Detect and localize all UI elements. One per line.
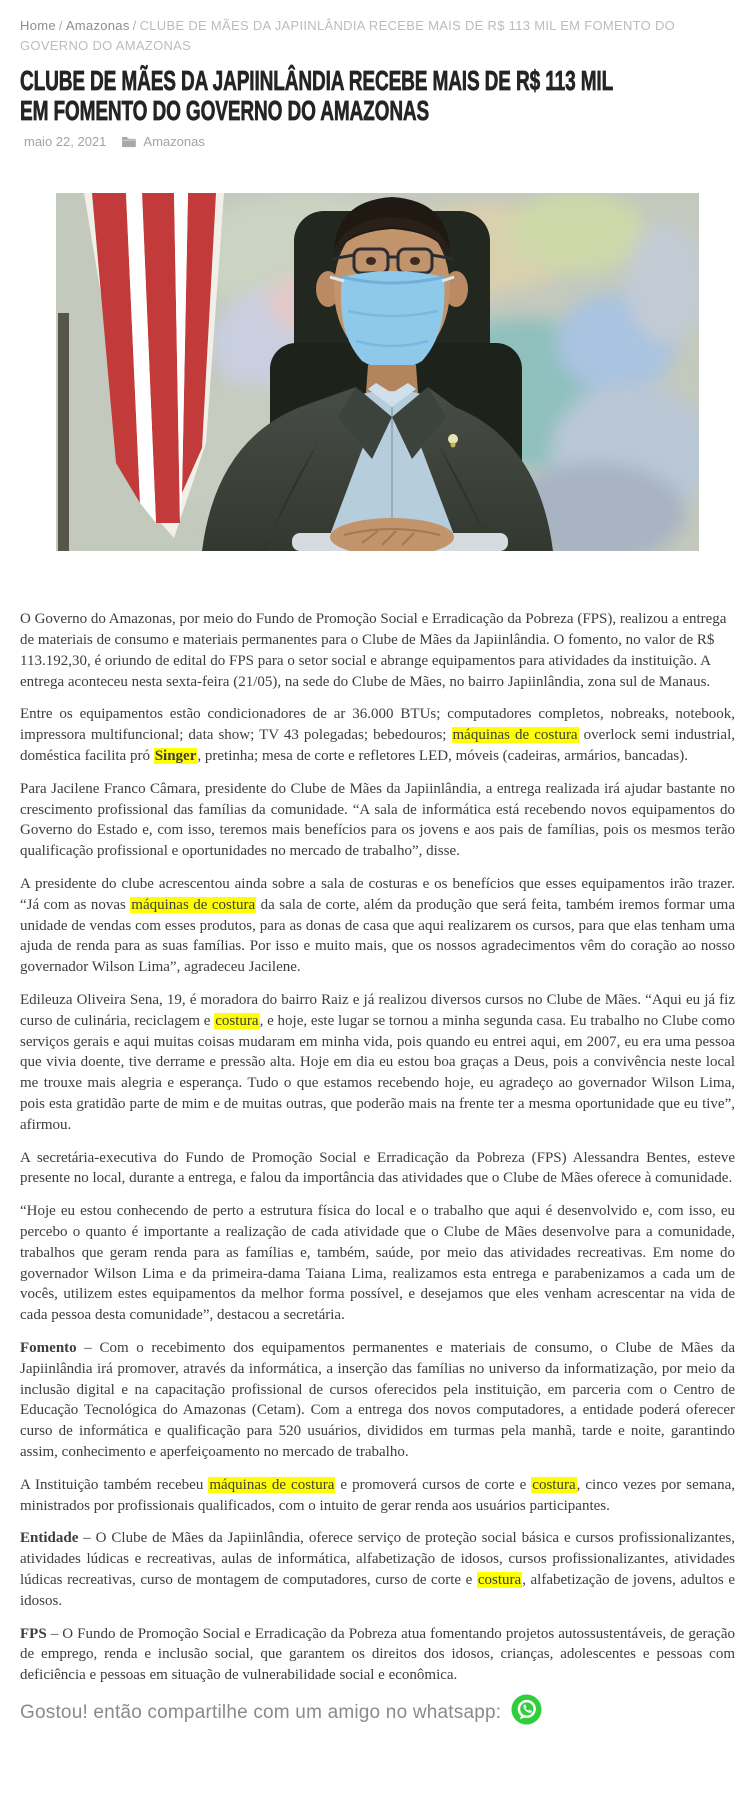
highlighted-text: máquinas de costura — [131, 896, 256, 913]
page-title-line-1: CLUBE DE MÃES DA JAPIINLÂNDIA RECEBE MAIS DE R$ 113 MIL — [20, 65, 614, 97]
bold-text: Entidade — [20, 1530, 79, 1547]
article-paragraph: O Governo do Amazonas, por meio do Fundo de Promoção Social e Erradicação da Pobreza (FPS), realizou a entrega de materiais de consumo e materiais permanentes para o Clube de Mães da Japiinlândia. O fomento, no valor de R$ 113.192,30, é oriundo de edital do FPS para o setor social e abrange equipamentos para atividades da instituição. A entrega aconteceu nesta sexta-feira (21/05), na sede do Clube de Mães, no bairro Japiinlândia, zona sul de Manaus. — [20, 611, 727, 690]
bold-text: FPS — [20, 1625, 47, 1642]
post-category-link[interactable]: Amazonas — [143, 134, 205, 150]
category-folder-icon — [121, 135, 136, 148]
article-body — [20, 609, 735, 1686]
highlighted-text: máquinas de costura — [452, 727, 578, 744]
highlighted-text: costura — [532, 1476, 576, 1493]
breadcrumb-link-home[interactable]: Home — [20, 18, 56, 33]
article-paragraph: A presidente do clube acrescentou ainda sobre a sala de costuras e os benefícios que esses equipamentos irão trazer. “Já com as novas máquinas de costura da sala de corte, além da produção que será feita, também iremos formar uma unidade de vendas com esses produtos, para as donas de casa que aqui realizarem os cursos, para que elas tenham uma ajuda de renda para as suas famílias. Por isso e muito mais, que os nossos agradecimentos vêm do coração ao nosso governador Wilson Lima”, agradeceu Jacilene. — [20, 876, 735, 976]
article-paragraph: Edileuza Oliveira Sena, 19, é moradora do bairro Raiz e já realizou diversos cursos no Clube de Mães. “Aqui eu já fiz curso de culinária, reciclagem e costura, e hoje, este lugar se tornou a minha segunda casa. Eu trabalho no Clube como serviços gerais e aqui muitas coisas mudaram em minha vida, pois quando eu entrei aqui, em 2007, eu era uma pessoa que vivia doente, tive derrame e pressão alta. Hoje em dia eu estou boa graças a Deus, pois a convivência neste local me trouxe mais alegria e esperança. Tudo o que estamos recebendo hoje, eu agradeço ao governador Wilson Lima, pois esta gratidão parte de mim e de muitas outras, que poderão mais na frente ter a mesma oportunidade que eu tive”, afirmou. — [20, 992, 735, 1133]
share-text: Gostou! então compartilhe com um amigo no whatsapp: — [20, 1702, 502, 1724]
flag-pole — [58, 313, 69, 551]
highlighted-text: costura — [215, 1012, 259, 1029]
featured-image — [56, 193, 699, 551]
share-row — [20, 1702, 735, 1725]
post-date: maio 22, 2021 — [24, 134, 107, 150]
breadcrumb-separator: / — [132, 18, 137, 33]
article-paragraph: Entre os equipamentos estão condicionadores de ar 36.000 BTUs; computadores completos, nobreaks, notebook, impressora multifuncional; data show; TV 43 polegadas; bebedouros; máquinas de costura overlock semi industrial, doméstica facilita pró Singer, pretinha; mesa de corte e refletores LED, móveis (cadeiras, armários, bancadas). — [20, 706, 736, 765]
breadcrumb-link-amazonas[interactable]: Amazonas — [65, 18, 130, 33]
article-paragraph: A Instituição também recebeu máquinas de costura e promoverá cursos de corte e costura, cinco vezes por semana, ministrados por profissionais qualificados, com o intuito de gerar renda aos usuários participantes. — [20, 1476, 735, 1514]
post-meta — [24, 134, 735, 149]
breadcrumb — [20, 16, 735, 56]
article-paragraph: A secretária-executiva do Fundo de Promoção Social e Erradicação da Pobreza (FPS) Alessandra Bentes, esteve presente no local, durante a entrega, e falou da importância das atividades que o Clube de Mães oferece à comunidade. — [20, 1149, 735, 1187]
page-title — [20, 66, 735, 126]
article-paragraph: Fomento – Com o recebimento dos equipamentos permanentes e materiais de consumo, o Clube de Mães da Japiinlândia irá promover, através da informática, a inserção das famílias no universo da informatização, por meio da inclusão digital e na capacitação profissional de cursos oferecidos pela instituição, em parceria com o Centro de Educação Tecnológica do Amazonas (Cetam). Com a entrega dos novos computadores, a entidade poderá oferecer curso de informática e qualificação para 520 usuários, divididos em turmas pela manhã, tarde e noite, garantindo assim, conhecimento e aperfeiçoamento no mercado de trabalho. — [20, 1339, 735, 1460]
breadcrumb-separator: / — [58, 18, 63, 33]
highlighted-text: máquinas de costura — [209, 1476, 335, 1493]
article-paragraph: “Hoje eu estou conhecendo de perto a estrutura física do local e o trabalho que aqui é desenvolvido e, com isso, eu percebo o quanto é importante a realização de cada atividade que o Clube de Mães desenvolve para a comunidade, trabalhos que geram renda para as famílias e, também, saúde, por meio das atividades recreativas. Em nome do governador Wilson Lima e da primeira-dama Taiana Lima, realizamos esta entrega e parabenizamos a cada um de vocês, utilizem estes equipamentos da melhor forma possível, e desejamos que eles venham acrescentar na vida de cada pessoa desta comunidade”, destacou a secretária. — [20, 1203, 735, 1324]
article-paragraph: Entidade – O Clube de Mães da Japiinlândia, oferece serviço de proteção social básica e cursos profissionalizantes, atividades lúdicas e recreativas, aulas de informática, alfabetização de idosos, cursos profissionalizantes, atividades lúdicas recreativas, curso de montagem de computadores, curso de corte e costura, alfabetização de jovens, adultos e idosos. — [20, 1530, 735, 1609]
breadcrumb-current: CLUBE DE MÃES DA JAPIINLÂNDIA RECEBE MAIS DE R$ 113 MIL EM FOMENTO DO GOVERNO DO AMAZONAS — [20, 18, 676, 54]
article-paragraph: FPS – O Fundo de Promoção Social e Erradicação da Pobreza atua fomentando projetos autossustentáveis, de geração de emprego, renda e inclusão social, que garantem os direitos dos idosos, crianças, adolescentes e pessoas com deficiência e pessoas em situação de vulnerabilidade social e econômica. — [20, 1625, 735, 1684]
highlighted-text: costura — [477, 1571, 522, 1588]
page-title-line-2: EM FOMENTO DO GOVERNO DO AMAZONAS — [20, 95, 430, 127]
highlighted-bold-text: Singer — [154, 748, 197, 765]
whatsapp-icon — [511, 1709, 542, 1730]
bold-text: Fomento — [20, 1339, 77, 1356]
whatsapp-share-button[interactable] — [511, 1694, 542, 1725]
article-paragraph: Para Jacilene Franco Câmara, presidente do Clube de Mães da Japiinlândia, a entrega realizada irá ajudar bastante no crescimento profissional das famílias da comunidade. “A sala de informática está recebendo novos equipamentos do Governo do Estado e, com isso, teremos mais benefícios para os jovens e aos pais de famílias, pois os mesmos terão qualificação profissional e oportunidades no mercado de trabalho”, disse. — [20, 780, 735, 860]
